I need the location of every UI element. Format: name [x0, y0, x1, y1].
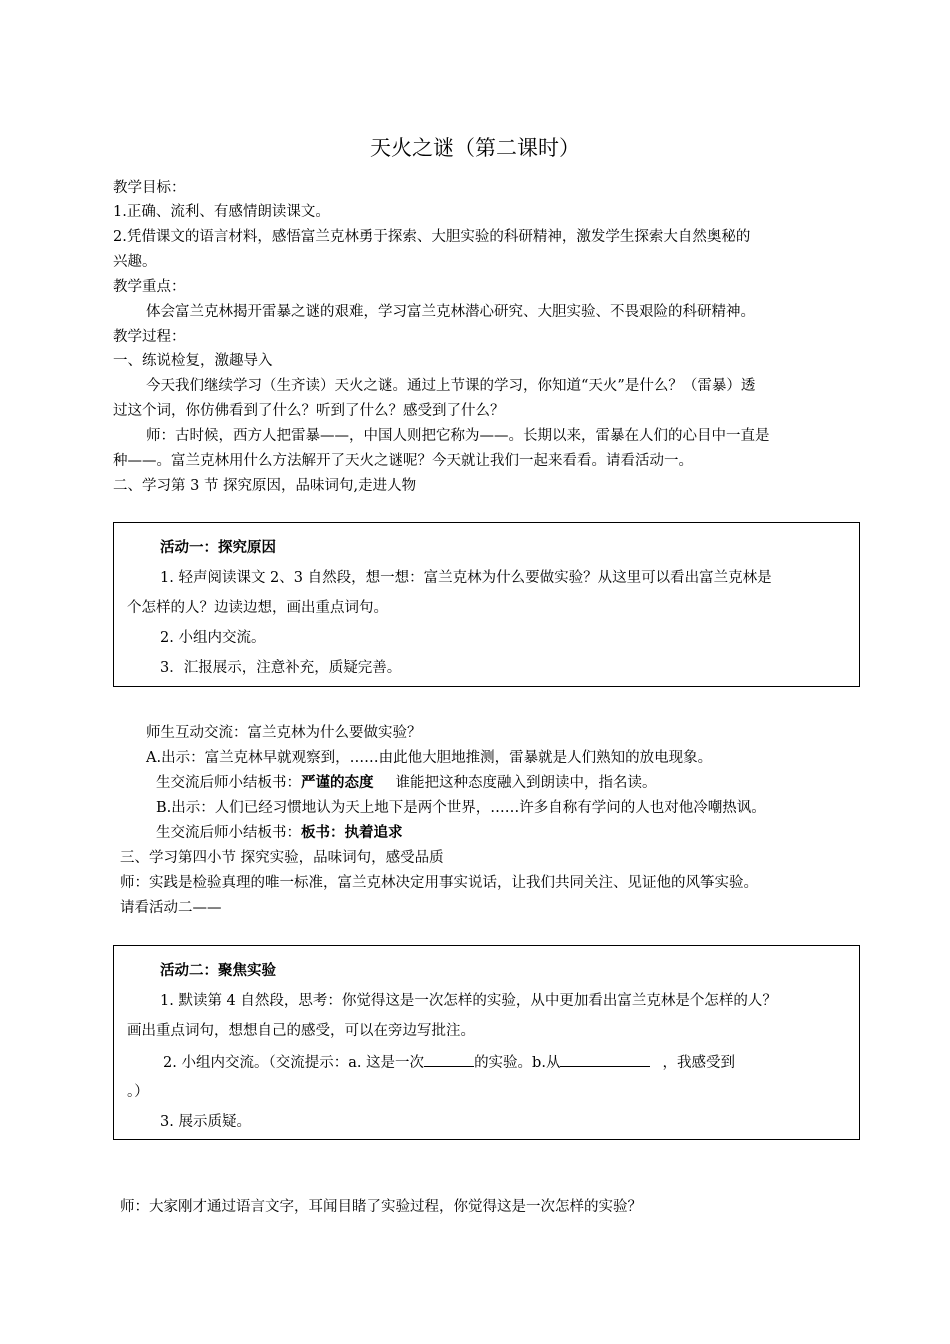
part3-paragraph-line1: 师：实践是检验真理的唯一标准，富兰克林决定用事实说话，让我们共同关注、见证他的风筝实验。 [120, 875, 758, 891]
discussion-a-summary [156, 773, 657, 793]
step2-part-c: ，我感受到 [662, 1055, 735, 1071]
activity2-step2-line2: 。） [127, 1084, 149, 1100]
closing-question: 师：大家刚才通过语言文字，耳闻目睹了实验过程，你觉得这是一次怎样的实验？ [120, 1199, 642, 1215]
part1-paragraph1-line1: 今天我们继续学习（生齐读）天火之谜。通过上节课的学习，你知道“天火”是什么？（雷暴）透 [146, 378, 756, 394]
goal-item-2-line-2: 兴趣。 [113, 254, 157, 270]
step2-part-a: 2. 小组内交流。（交流提示：a. 这是一次 [163, 1055, 425, 1071]
goal-item-1: 1.正确、流利、有感情朗读课文。 [113, 204, 330, 220]
part1-heading: 一、练说检复，激趣导入 [113, 353, 273, 369]
part3-heading: 三、学习第四小节 探究实验，品味词句，感受品质 [120, 850, 444, 866]
part1-paragraph2-line2: 种——。富兰克林用什么方法解开了天火之谜呢？今天就让我们一起来看看。请看活动一。 [113, 453, 693, 469]
focus-heading: 教学重点： [113, 279, 186, 295]
activity1-step1-line1: 1. 轻声阅读课文 2、3 自然段，想一想：富兰克林为什么要做实验？从这里可以看出富兰克林是 [160, 570, 772, 586]
discussion-b: B.出示：人们已经习惯地认为天上地下是两个世界，……许多自称有学问的人也对他冷嘲热讽。 [156, 800, 766, 816]
activity1-step3: 3．汇报展示，注意补充，质疑完善。 [160, 660, 402, 676]
part1-paragraph2-line1: 师：古时候，西方人把雷暴——，中国人则把它称为——。长期以来，雷暴在人们的心目中一直是 [146, 428, 770, 444]
activity2-title: 活动二：聚焦实验 [160, 963, 276, 979]
activity1-title: 活动一：探究原因 [160, 540, 276, 556]
part2-heading: 二、学习第 3 节 探究原因，品味词句,走进人物 [113, 478, 417, 494]
focus-text: 体会富兰克林揭开雷暴之谜的艰难，学习富兰克林潜心研究、大胆实验、不畏艰险的科研精神。 [146, 304, 755, 320]
board-note-rigorous: 严谨的态度 [301, 775, 374, 791]
summary-prefix: 生交流后师小结板书： [156, 775, 301, 791]
fill-blank-2 [560, 1052, 650, 1067]
activity1-step1-line2: 个怎样的人？边读边想，画出重点词句。 [127, 600, 388, 616]
discussion-a: A.出示：富兰克林早就观察到，……由此他大胆地推测，雷暴就是人们熟知的放电现象。 [146, 750, 713, 766]
summary-prefix: 生交流后师小结板书： [156, 825, 301, 841]
goals-heading: 教学目标： [113, 180, 186, 196]
goal-item-2-line-1: 2.凭借课文的语言材料，感悟富兰克林勇于探索、大胆实验的科研精神，激发学生探索大自然奥秘的 [113, 229, 751, 245]
step2-part-b: 的实验。b.从 [474, 1055, 561, 1071]
activity1-step2: 2. 小组内交流。 [160, 630, 266, 646]
fill-blank-1 [424, 1052, 474, 1067]
activity2-step1-line1: 1. 默读第 4 自然段，思考：你觉得这是一次怎样的实验，从中更加看出富兰克林是个怎样的人？ [160, 993, 777, 1009]
board-note-persistence: 板书：执着追求 [301, 825, 403, 841]
part1-paragraph1-line2: 过这个词，你仿佛看到了什么？听到了什么？感受到了什么？ [113, 403, 505, 419]
document-title: 天火之谜（第二课时） [370, 136, 580, 160]
discussion-intro: 师生互动交流：富兰克林为什么要做实验？ [146, 725, 422, 741]
summary-suffix: 谁能把这种态度融入到朗读中，指名读。 [395, 775, 657, 791]
discussion-b-summary [156, 823, 403, 843]
process-heading: 教学过程： [113, 329, 186, 345]
activity2-step1-line2: 画出重点词句，想想自己的感受，可以在旁边写批注。 [127, 1023, 475, 1039]
activity2-step2 [163, 1052, 735, 1073]
part3-paragraph-line2: 请看活动二—— [120, 900, 222, 916]
activity2-step3: 3. 展示质疑。 [160, 1114, 251, 1130]
